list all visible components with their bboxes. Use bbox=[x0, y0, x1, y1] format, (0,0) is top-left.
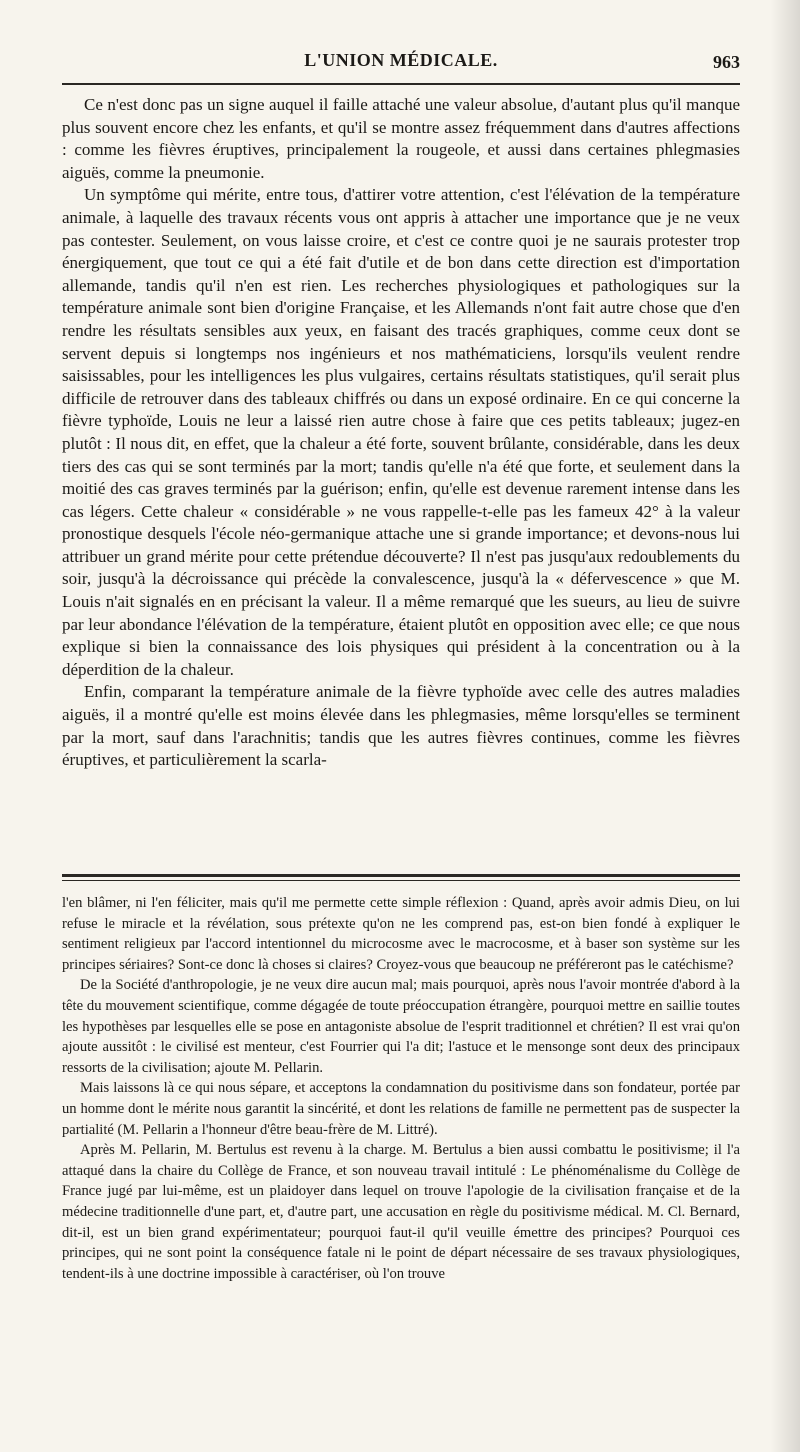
running-title: L'UNION MÉDICALE. bbox=[304, 50, 498, 70]
footnote-paragraph: Après M. Pellarin, M. Bertulus est revenu à la charge. M. Bertulus a bien aussi combattu le positivisme; il l'a attaqué dans la chaire du Collège de France, et son nouveau travail intitulé : Le phénoménalisme du Collège de France jugé par lui-même, est un plaidoyer dans lequel on trouve l'apologie de la civilisation française et de la médecine traditionnelle d'une part, et, d'autre part, une accusation en règle du positivisme médical. M. Cl. Bernard, dit-il, est un bien grand expérimentateur; pourquoi faut-il qu'il veuille émettre des principes? Pourquoi ces principes, qui ne sont point la conséquence fatale ni le point de départ nécessaire de ses travaux physiologiques, tendent-ils à une doctrine impossible à caractériser, où l'on trouve bbox=[62, 1142, 740, 1282]
page-edge-shadow bbox=[770, 0, 800, 1452]
footnote-paragraph: l'en blâmer, ni l'en féliciter, mais qu'il me permette cette simple réflexion : Quand, après avoir admis Dieu, on lui refuse le miracle et la révélation, sous prétexte qu'on ne les comprend pas, est-on bien fondé à expliquer le sentiment religieux par l'accord intentionnel du microcosme avec le macrocosme, et à baser son système sur les principes sériaires? Sont-ce donc là choses si claires? Croyez-vous que beaucoup ne préféreront pas le catéchisme? bbox=[62, 895, 740, 973]
body-paragraph: Un symptôme qui mérite, entre tous, d'attirer votre attention, c'est l'élévation de la température animale, à laquelle des travaux récents vous ont appris à attacher une importance que je ne veux pas contester. Seulement, on vous laisse croire, et c'est ce contre quoi je ne saurais protester trop énergiquement, que tout ce qui a été fait d'utile et de bon dans cette direction est d'importation allemande, tandis qu'il n'en est rien. Les recherches physiologiques et pathologiques sur la température animale sont bien d'origine Française, et les Allemands n'ont fait autre chose que d'en rendre les résultats sensibles aux yeux, en faisant des tracés graphiques, comme ceux dont se servent depuis si longtemps nos ingénieurs et nos mathématiciens, lorsqu'ils veulent rendre saisissables, pour les intelligences les plus vulgaires, certains résultats statistiques, qu'il serait plus difficile de retrouver dans des tableaux chiffrés ou dans un exposé ordinaire. En ce qui concerne la fièvre typhoïde, Louis ne leur a laissé rien autre chose à faire que ces petits tableaux; jugez-en plutôt : Il nous dit, en effet, que la chaleur a été forte, souvent brûlante, considérable, dans les deux tiers des cas qui se sont terminés par la mort; tandis qu'elle n'a été que forte, et seulement dans la moitié des cas graves terminés par la guérison; enfin, qu'elle est devenue rarement intense dans les cas légers. Cette chaleur « considérable » ne vous rappelle-t-elle pas les fameux 42° à la valeur pronostique desquels l'école néo-germanique attache une si grande importance; et devons-nous lui attribuer un grand mérite pour cette prétendue découverte? Il n'est pas jusqu'aux redoublements du soir, jusqu'à la décroissance qui précède la convalescence, jusqu'à la « défervescence » que M. Louis n'ait signalés en en précisant la valeur. Il a même remarqué que les sueurs, au lieu de suivre par leur abondance l'élévation de la température, étaient plutôt en opposition avec elle; ce que nous explique si bien la connaissance des lois physiques qui président à la concentration ou à la déperdition de la chaleur. bbox=[62, 185, 740, 679]
footnote-paragraph: De la Société d'anthropologie, je ne veux dire aucun mal; mais pourquoi, après nous l'avoir montrée d'abord à la tête du mouvement scientifique, comme dégagée de toute préoccupation étrangère, pourquoi mettre en saillie toutes les hypothèses par lesquelles elle se pose en antagoniste absolue de l'esprit traditionnel et chrétien? Il est vrai qu'on ajoute aussitôt : le civilisé est menteur, c'est Fourrier qui l'a dit; l'astuce et le mensonge sont deux des principaux ressorts de la civilisation; ajoute M. Pellarin. bbox=[62, 977, 740, 1076]
footnote-paragraph: Mais laissons là ce qui nous sépare, et acceptons la condamnation du positivisme dans son fondateur, portée par un homme dont le mérite nous garantit la sincérité, et dont les relations de famille ne permettent pas de suspecter la partialité (M. Pellarin a l'honneur d'être beau-frère de M. Littré). bbox=[62, 1080, 740, 1138]
header-rule bbox=[62, 83, 740, 85]
page-header bbox=[62, 50, 740, 78]
body-paragraph: Enfin, comparant la température animale de la fièvre typhoïde avec celle des autres maladies aiguës, il a montré qu'elle est moins élevée dans les phlegmasies, même lorsqu'elles se terminent par la mort, sauf dans l'arachnitis; tandis que les autres fièvres continues, comme les fièvres éruptives, et particulièrement la scarla- bbox=[62, 682, 740, 770]
footnote-separator-thin bbox=[62, 880, 740, 881]
body-paragraph: Ce n'est donc pas un signe auquel il faille attaché une valeur absolue, d'autant plus qu'il manque plus souvent encore chez les enfants, et qu'il se montre assez fréquemment dans d'autres affections : comme les fièvres éruptives, principalement la rougeole, et aussi dans certaines phlegmasies aiguës, comme la pneumonie. bbox=[62, 95, 740, 182]
main-body bbox=[62, 94, 740, 772]
footnote-separator-thick bbox=[62, 874, 740, 877]
footnote-section bbox=[62, 893, 740, 1284]
page-number: 963 bbox=[713, 52, 740, 72]
